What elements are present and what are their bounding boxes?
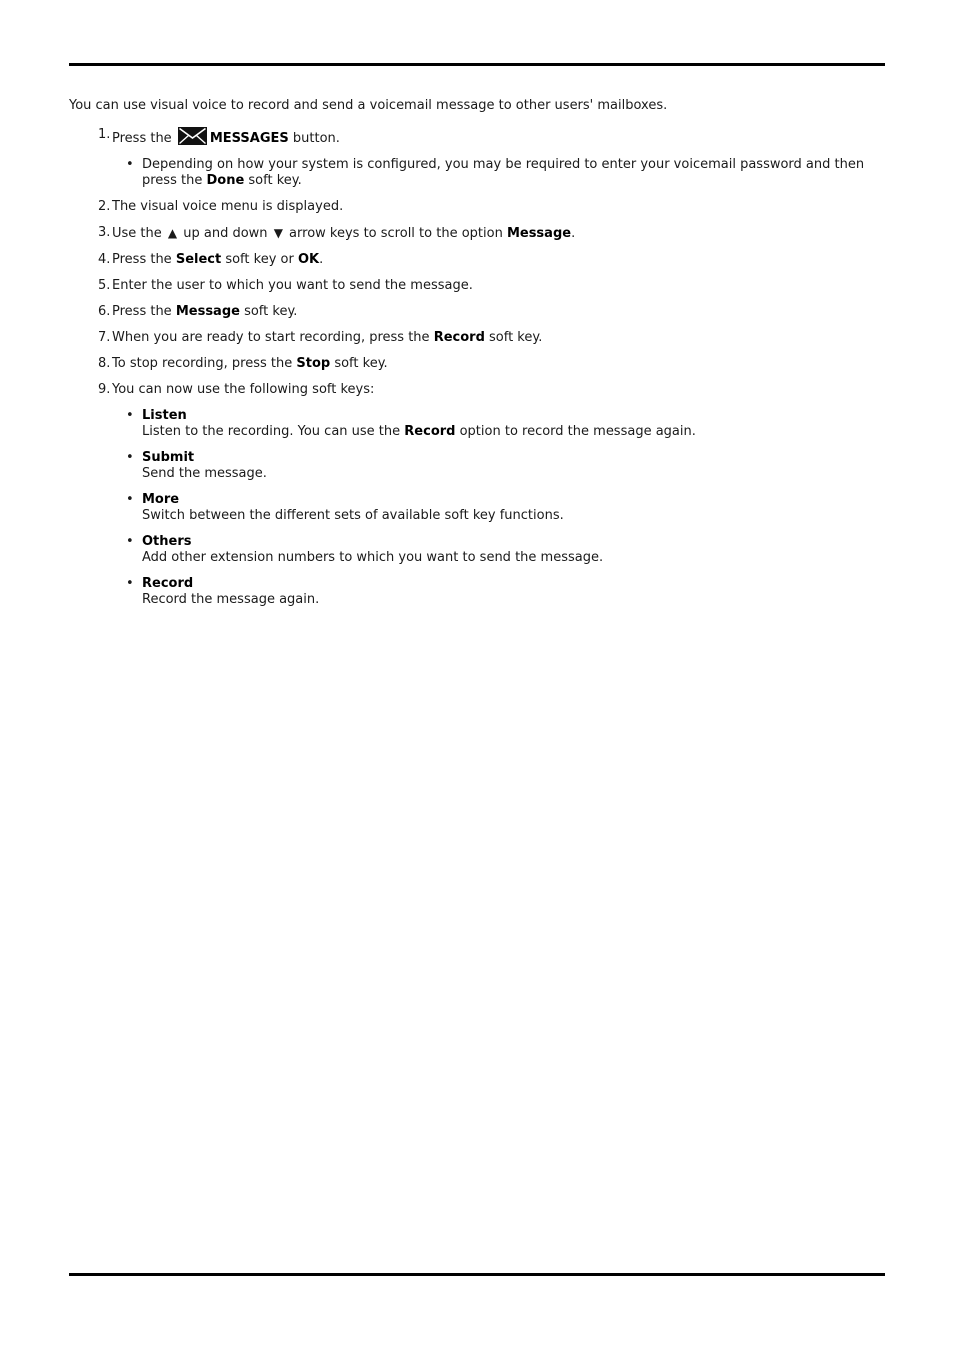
step-number: 9. xyxy=(98,382,111,397)
soft-key-list xyxy=(112,408,884,608)
step-number: 7. xyxy=(98,330,111,345)
step-4: 4. Press the Select soft key or OK. xyxy=(98,252,324,267)
step-7: 7. When you are ready to start recording, press the Record soft key. xyxy=(98,330,543,345)
footer-rule xyxy=(69,1273,885,1276)
list-item: • Depending on how your system is configured, you may be required to enter your voicemail password and then press the Done soft key. xyxy=(112,157,884,189)
envelope-icon xyxy=(178,127,207,145)
document-body xyxy=(69,98,884,618)
step-number: 2. xyxy=(98,199,111,214)
soft-key-record: • Record Record the message again. xyxy=(112,576,884,608)
down-arrow-icon: ▼ xyxy=(273,226,283,240)
step-number: 3. xyxy=(98,225,111,240)
step-number: 6. xyxy=(98,304,111,319)
step-1: 1. Press the MESSAGES button. • Depending on how your system is configured, you may be required to enter your voicemail password and then press the Done soft key. xyxy=(69,127,884,189)
intro-paragraph: You can use visual voice to record and send a voicemail message to other users' mailboxes. xyxy=(69,98,668,113)
step-3: 3. Use the ▲ up and down ▼ arrow keys to scroll to the option Message. xyxy=(98,225,576,241)
header-rule xyxy=(69,63,885,66)
step-number: 1. xyxy=(98,127,111,142)
step-number: 5. xyxy=(98,278,111,293)
steps-list xyxy=(69,127,884,608)
soft-key-others: • Others Add other extension numbers to which you want to send the message. xyxy=(112,534,884,566)
step-6: 6. Press the Message soft key. xyxy=(98,304,298,319)
step-5: 5. Enter the user to which you want to send the message. xyxy=(98,278,473,293)
step-8: 8. To stop recording, press the Stop soft key. xyxy=(98,356,388,371)
soft-key-more: • More Switch between the different sets of available soft key functions. xyxy=(112,492,884,524)
step-number: 4. xyxy=(98,252,111,267)
step-2: 2. The visual voice menu is displayed. xyxy=(98,199,344,214)
step-1-notes xyxy=(112,157,884,189)
step-number: 8. xyxy=(98,356,111,371)
up-arrow-icon: ▲ xyxy=(167,226,178,240)
step-9: 9. You can now use the following soft keys: • Listen Listen to the recording. You can use the Record option to record the message again. • Submit Send the message. • More Switch between the different sets of available soft key functions. • Others Add other extension numbers to which you want to send the message. • Record Record the message again. xyxy=(69,382,884,608)
soft-key-listen: • Listen Listen to the recording. You can use the Record option to record the message again. xyxy=(112,408,884,440)
soft-key-submit: • Submit Send the message. xyxy=(112,450,884,482)
